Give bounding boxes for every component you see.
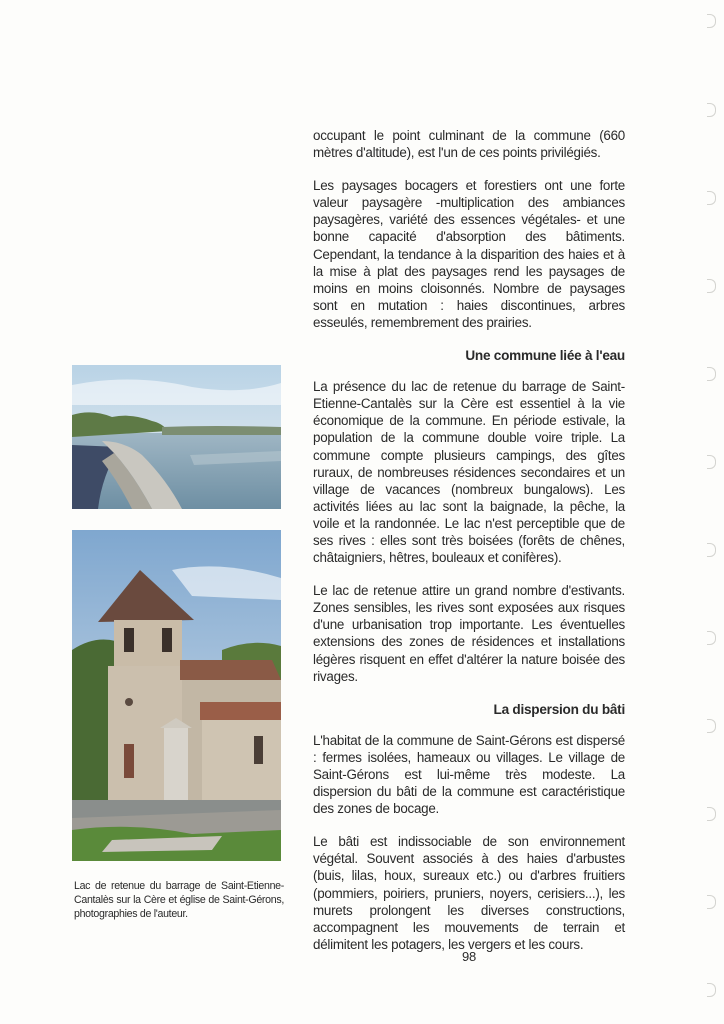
lake-dam-photo [72, 365, 281, 509]
binder-hole [707, 631, 716, 645]
paragraph: Les paysages bocagers et forestiers ont une forte valeur paysagère -multiplication des ambiances paysagères, variété des essences végétales- et une bonne capacité d'absorption des bâtiments. Cependant, la tendance à la disparition des haies et à la mise à plat des paysages rend les paysages de moins en moins cloisonnés. Nombre de paysages sont en mutation : haies discontinues, arbres esseulés, remembrement des prairies. [313, 178, 625, 330]
paragraph: Le bâti est indissociable de son environnement végétal. Souvent associés à des haies d'arbustes (buis, lilas, houx, sureaux etc.) ou d'arbres fruitiers (pommiers, poiriers, pruniers, noyers, cerisiers...), les murets prolongent les diverses constructions, accompagnent les mouvements de terrain et délimitent les potagers, les vergers et les cours. [313, 834, 625, 952]
binder-hole [707, 14, 716, 28]
paragraph: occupant le point culminant de la commune (660 mètres d'altitude), est l'un de ces points privilégiés. [313, 128, 625, 161]
binder-hole [707, 895, 716, 909]
binder-holes [706, 0, 716, 1024]
text-column [313, 127, 625, 969]
section-heading-eau: Une commune liée à l'eau [465, 348, 625, 364]
binder-hole [707, 279, 716, 293]
page-number: 98 [462, 949, 477, 964]
binder-hole [707, 103, 716, 117]
section-heading-bati: La dispersion du bâti [493, 701, 625, 717]
church-photo [72, 530, 281, 861]
binder-hole [707, 367, 716, 381]
binder-hole [707, 719, 716, 733]
binder-hole [707, 983, 716, 997]
paragraph: L'habitat de la commune de Saint-Gérons est dispersé : fermes isolées, hameaux ou villages. Le village de Saint-Gérons est lui-même très modeste. La dispersion du bâti de la commune est caractéristique des zones de bocage. [313, 732, 625, 817]
binder-hole [707, 455, 716, 469]
paragraph: La présence du lac de retenue du barrage de Saint-Etienne-Cantalès sur la Cère est essentiel à la vie économique de la commune. En période estivale, la population de la commune double voire triple. La commune compte plusieurs campings, des gîtes ruraux, de nombreuses résidences secondaires et un village de vacances (nombreux bungalows). Les activités liées au lac sont la baignade, la pêche, la voile et la randonnée. Le lac n'est perceptible que de ses rives : elles sont très boisées (forêts de chênes, châtaigniers, hêtres, bouleaux et conifères). [313, 379, 625, 566]
binder-hole [707, 807, 716, 821]
paragraph: Le lac de retenue attire un grand nombre d'estivants. Zones sensibles, les rives sont exposées aux risques d'une urbanisation trop importante. Les éventuelles extensions des zones de résidences et installations légères risquent en effet d'altérer la nature boisée des rivages. [313, 583, 625, 684]
binder-hole [707, 543, 716, 557]
figure-caption: Lac de retenue du barrage de Saint-Etienne-Cantalès sur la Cère et église de Saint-Gérons, photographies de l'auteur. [74, 880, 284, 920]
binder-hole [707, 191, 716, 205]
